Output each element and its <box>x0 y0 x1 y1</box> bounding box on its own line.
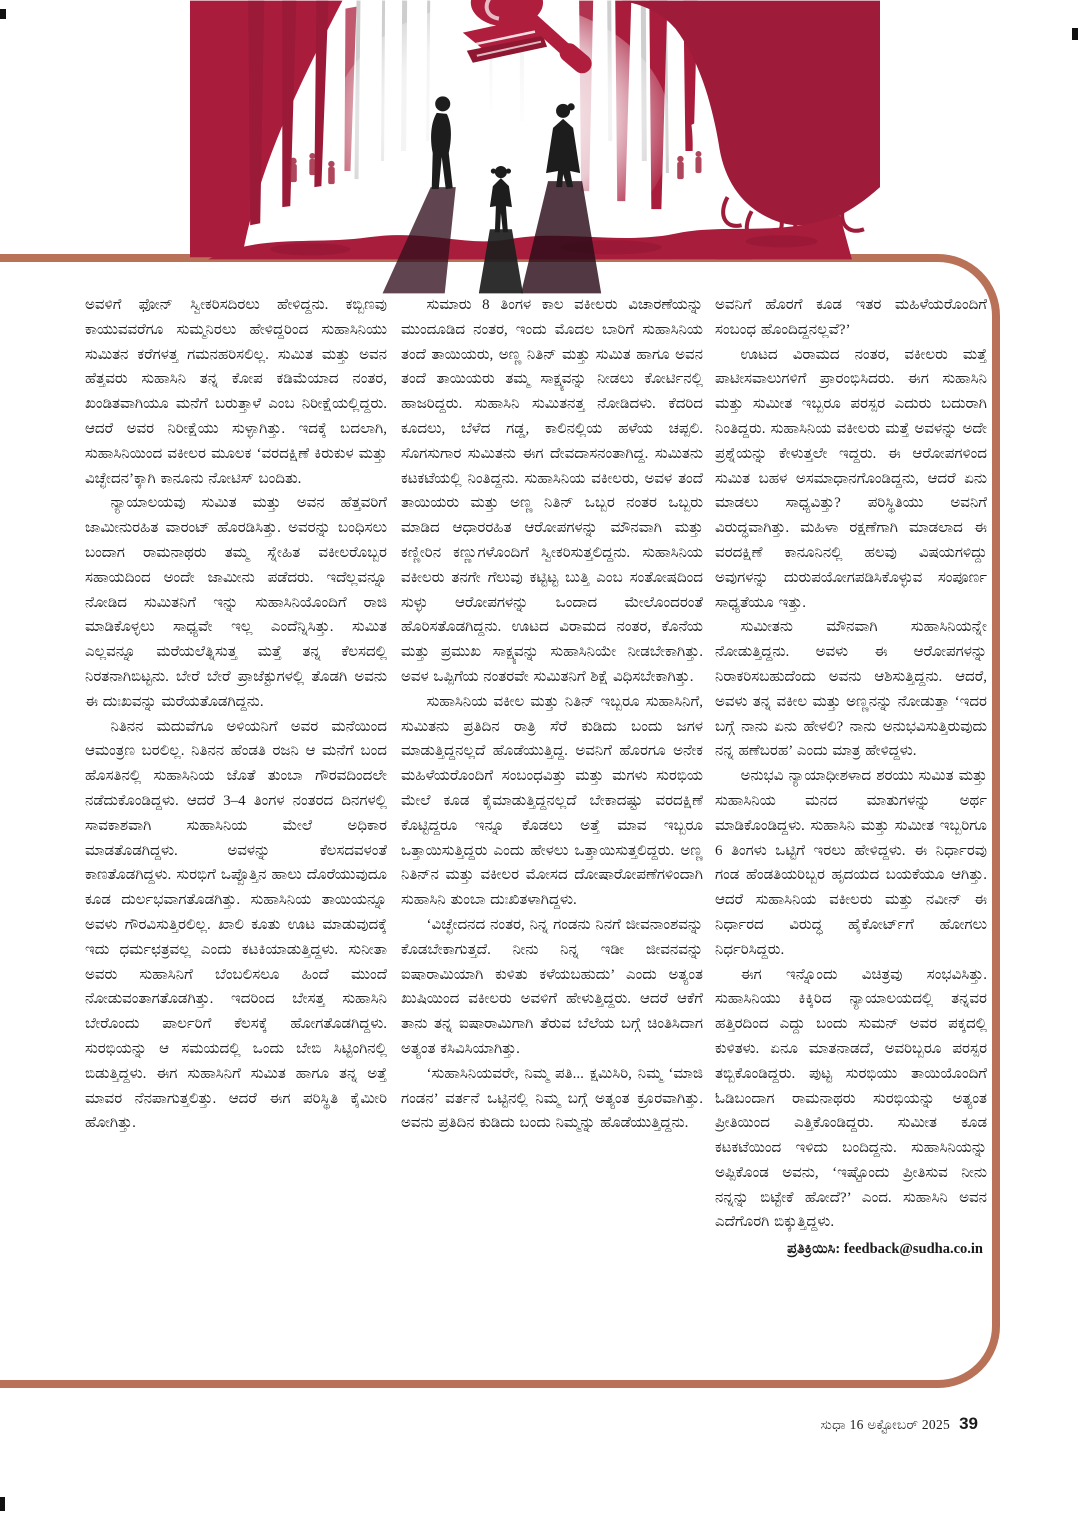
feedback-label: ಪ್ರತಿಕ್ರಿಯಿಸಿ: <box>787 1241 841 1258</box>
print-mark-bottom-left <box>0 1497 5 1511</box>
print-mark-top-left <box>0 9 6 19</box>
story-paragraph: ನಿತಿನನ ಮದುವೆಗೂ ಅಳಿಯನಿಗೆ ಅವರ ಮನೆಯಿಂದ ಆಮಂತ್ರಣ ಬರಲಿಲ್ಲ. ನಿತಿನನ ಹೆಂಡತಿ ರಜನಿ ಆ ಮನೆಗೆ ಬಂದ ಹೊಸತಿನಲ್ಲಿ ಸುಹಾಸಿನಿಯ ಜೊತೆ ತುಂಬಾ ಗೌರವದಿಂದಲೇ ನಡೆದುಕೊಂಡಿದ್ದಳು. ಆದರೆ 3–4 ತಿಂಗಳ ನಂತರದ ದಿನಗಳಲ್ಲಿ ಸಾವಕಾಶವಾಗಿ ಸುಹಾಸಿನಿಯ ಮೇಲೆ ಅಧಿಕಾರ ಮಾಡತೊಡಗಿದ್ದಳು. ಅವಳನ್ನು ಕೆಲಸದವಳಂತೆ ಕಾಣತೊಡಗಿದ್ದಳು. ಸುರಭಿಗೆ ಒಪ್ಪೊತ್ತಿನ ಹಾಲು ದೊರೆಯುವುದೂ ಕೂಡ ದುರ್ಲಭವಾಗತೊಡಗಿತ್ತು. ಸುಹಾಸಿನಿಯ ತಾಯಿಯನ್ನೂ ಅವಳು ಗೌರವಿಸುತ್ತಿರಲಿಲ್ಲ. ಖಾಲಿ ಕೂತು ಊಟ ಮಾಡುವುದಕ್ಕೆ ಇದು ಧರ್ಮಛತ್ರವಲ್ಲ ಎಂದು ಕಟಕಿಯಾಡುತ್ತಿದ್ದಳು. ಸುನೀತಾ ಅವರು ಸುಹಾಸಿನಿಗೆ ಬೆಂಬಲಿಸಲೂ ಹಿಂದೆ ಮುಂದೆ ನೋಡುವಂತಾಗತೊಡಗಿತ್ತು. ಇದರಿಂದ ಬೇಸತ್ತ ಸುಹಾಸಿನಿ ಬೇರೊಂದು ಪಾರ್ಲರಿಗೆ ಕೆಲಸಕ್ಕೆ ಹೋಗತೊಡಗಿದ್ದಳು. ಸುರಭಿಯನ್ನು ಆ ಸಮಯದಲ್ಲಿ ಒಂದು ಬೇಬಿ ಸಿಟ್ಟಿಂಗಿನಲ್ಲಿ ಬಿಡುತ್ತಿದ್ದಳು. ಈಗ ಸುಹಾಸಿನಿಗೆ ಸುಮಿತ ಹಾಗೂ ತನ್ನ ಅತ್ತೆ ಮಾವರ ನೆನಪಾಗುತ್ತಲಿತ್ತು. ಆದರೆ ಈಗ ಪರಿಸ್ಥಿತಿ ಕೈಮೀರಿ ಹೋಗಿತ್ತು. <box>85 718 387 1132</box>
story-paragraph: ಅನುಭವಿ ನ್ಯಾಯಾಧೀಶಳಾದ ಶರಯು ಸುಮಿತ ಮತ್ತು ಸುಹಾಸಿನಿಯ ಮನದ ಮಾತುಗಳನ್ನು ಅರ್ಥ ಮಾಡಿಕೊಂಡಿದ್ದಳು. ಸುಹಾಸಿನಿ ಮತ್ತು ಸುಮೀತ ಇಬ್ಬರಿಗೂ 6 ತಿಂಗಳು ಒಟ್ಟಿಗೆ ಇರಲು ಹೇಳಿದ್ದಳು. ಈ ನಿರ್ಧಾರವು ಗಂಡ ಹೆಂಡತಿಯರಿಬ್ಬರ ಹೃದಯದ ಬಯಕೆಯೂ ಆಗಿತ್ತು. ಆದರೆ ಸುಹಾಸಿನಿಯ ವಕೀಲರು ಮತ್ತು ನವೀನ್ ಈ ನಿರ್ಧಾರದ ವಿರುದ್ಧ ಹೈಕೋರ್ಟ್‌ಗೆ ಹೋಗಲು ನಿರ್ಧರಿಸಿದ್ದರು. <box>715 768 987 958</box>
story-paragraph: ಊಟದ ವಿರಾಮದ ನಂತರ, ವಕೀಲರು ಮತ್ತೆ ಪಾಟೀಸವಾಲುಗಳಿಗೆ ಪ್ರಾರಂಭಿಸಿದರು. ಈಗ ಸುಹಾಸಿನಿ ಮತ್ತು ಸುಮೀತ ಇಬ್ಬರೂ ಪರಸ್ಪರ ಎದುರು ಬದುರಾಗಿ ನಿಂತಿದ್ದರು. ಸುಹಾಸಿನಿಯ ವಕೀಲರು ಮತ್ತೆ ಅವಳನ್ನು ಅದೇ ಪ್ರಶ್ನೆಯನ್ನು ಕೇಳುತ್ತಲೇ ಇದ್ದರು. ಈ ಆರೋಪಗಳಿಂದ ಸುಮಿತ ಬಹಳ ಅಸಮಾಧಾನಗೊಂಡಿದ್ದನು, ಆದರೆ ಏನು ಮಾಡಲು ಸಾಧ್ಯವಿತ್ತು? ಪರಿಸ್ಥಿತಿಯು ಅವನಿಗೆ ವಿರುದ್ಧವಾಗಿತ್ತು. ಮಹಿಳಾ ರಕ್ಷಣೆಗಾಗಿ ಮಾಡಲಾದ ಈ ವರದಕ್ಷಿಣೆ ಕಾನೂನಿನಲ್ಲಿ ಹಲವು ವಿಷಯಗಳಿದ್ದು ಅವುಗಳನ್ನು ದುರುಪಯೋಗಪಡಿಸಿಕೊಳ್ಳುವ ಸಂಪೂರ್ಣ ಸಾಧ್ಯತೆಯೂ ಇತ್ತು. <box>715 346 987 611</box>
print-mark-top-right <box>1072 28 1078 40</box>
story-paragraph: ಸುಮೀತನು ಮೌನವಾಗಿ ಸುಹಾಸಿನಿಯನ್ನೇ ನೋಡುತ್ತಿದ್ದನು. ಅವಳು ಈ ಆರೋಪಗಳನ್ನು ನಿರಾಕರಿಸಬಹುದೆಂದು ಅವನು ಆಶಿಸುತ್ತಿದ್ದನು. ಆದರೆ, ಅವಳು ತನ್ನ ವಕೀಲ ಮತ್ತು ಅಣ್ಣನನ್ನು ನೋಡುತ್ತಾ ‘ಇದರ ಬಗ್ಗೆ ನಾನು ಏನು ಹೇಳಲಿ? ನಾನು ಅನುಭವಿಸುತ್ತಿರುವುದು ನನ್ನ ಹಣೆಬರಹ’ ಎಂದು ಮಾತ್ರ ಹೇಳಿದ್ದಳು. <box>715 619 987 760</box>
story-column-1 <box>85 293 387 1368</box>
story-paragraph: ಸುಹಾಸಿನಿಯ ವಕೀಲ ಮತ್ತು ನಿತಿನ್ ಇಬ್ಬರೂ ಸುಹಾಸಿನಿಗೆ, ಸುಮಿತನು ಪ್ರತಿದಿನ ರಾತ್ರಿ ಸೆರೆ ಕುಡಿದು ಬಂದು ಜಗಳ ಮಾಡುತ್ತಿದ್ದನಲ್ಲದೆ ಹೊಡೆಯುತ್ತಿದ್ದ. ಅವನಿಗೆ ಹೊರಗೂ ಅನೇಕ ಮಹಿಳೆಯರೊಂದಿಗೆ ಸಂಬಂಧವಿತ್ತು ಮತ್ತು ಮಗಳು ಸುರಭಿಯ ಮೇಲೆ ಕೂಡ ಕೈಮಾಡುತ್ತಿದ್ದನಲ್ಲದೆ ಬೇಕಾದಷ್ಟು ವರದಕ್ಷಿಣೆ ಕೊಟ್ಟಿದ್ದರೂ ಇನ್ನೂ ಕೊಡಲು ಅತ್ತೆ ಮಾವ ಇಬ್ಬರೂ ಒತ್ತಾಯಿಸುತ್ತಿದ್ದರು ಎಂದು ಹೇಳಲು ಒತ್ತಾಯಿಸುತ್ತಲಿದ್ದರು. ಅಣ್ಣ ನಿತಿನ್‌ನ ಮತ್ತು ವಕೀಲರ ಮೋಸದ ದೋಷಾರೋಪಣೆಗಳಿಂದಾಗಿ ಸುಹಾಸಿನಿ ತುಂಬಾ ದುಃಖಿತಳಾಗಿದ್ದಳು. <box>401 693 703 909</box>
story-column-3-paragraphs <box>715 293 987 1235</box>
story-paragraph: ನ್ಯಾಯಾಲಯವು ಸುಮಿತ ಮತ್ತು ಅವನ ಹೆತ್ತವರಿಗೆ ಜಾಮೀನುರಹಿತ ವಾರಂಟ್ ಹೊರಡಿಸಿತ್ತು. ಅವರನ್ನು ಬಂಧಿಸಲು ಬಂದಾಗ ರಾಮನಾಥರು ತಮ್ಮ ಸ್ನೇಹಿತ ವಕೀಲರೊಬ್ಬರ ಸಹಾಯದಿಂದ ಅಂದೇ ಜಾಮೀನು ಪಡೆದರು. ಇದೆಲ್ಲವನ್ನೂ ನೋಡಿದ ಸುಮಿತನಿಗೆ ಇನ್ನು ಸುಹಾಸಿನಿಯೊಂದಿಗೆ ರಾಜಿ ಮಾಡಿಕೊಳ್ಳಲು ಸಾಧ್ಯವೇ ಇಲ್ಲ ಎಂದೆನ್ನಿಸಿತ್ತು. ಸುಮಿತ ಎಲ್ಲವನ್ನೂ ಮರೆಯಲೆತ್ನಿಸುತ್ತ ಮತ್ತೆ ತನ್ನ ಕೆಲಸದಲ್ಲಿ ನಿರತನಾಗಿಬಿಟ್ಟನು. ಬೇರೆ ಬೇರೆ ಪ್ರಾಜೆಕ್ಟುಗಳಲ್ಲಿ ತೊಡಗಿ ಅವನು ಈ ದುಃಖವನ್ನು ಮರೆಯತೊಡಗಿದ್ದನು. <box>85 495 387 710</box>
story-paragraph: ಅವಳಿಗೆ ಫೋನ್ ಸ್ವೀಕರಿಸದಿರಲು ಹೇಳಿದ್ದನು. ಕಬ್ಬಿಣವು ಕಾಯುವವರೆಗೂ ಸುಮ್ಮನಿರಲು ಹೇಳಿದ್ದರಿಂದ ಸುಹಾಸಿನಿಯು ಸುಮಿತನ ಕರೆಗಳತ್ತ ಗಮನಹರಿಸಲಿಲ್ಲ. ಸುಮಿತ ಮತ್ತು ಅವನ ಹೆತ್ತವರು ಸುಹಾಸಿನಿ ತನ್ನ ಕೋಪ ಕಡಿಮೆಯಾದ ನಂತರ, ಖಂಡಿತವಾಗಿಯೂ ಮನೆಗೆ ಬರುತ್ತಾಳೆ ಎಂಬ ನಿರೀಕ್ಷೆಯಲ್ಲಿದ್ದರು. ಆದರೆ ಅವರ ನಿರೀಕ್ಷೆಯು ಸುಳ್ಳಾಗಿತ್ತು. ಇದಕ್ಕೆ ಬದಲಾಗಿ, ಸುಹಾಸಿನಿಯಿಂದ ವಕೀಲರ ಮೂಲಕ ‘ವರದಕ್ಷಿಣೆ ಕಿರುಕುಳ ಮತ್ತು ವಿಚ್ಛೇದನ’ಕ್ಕಾಗಿ ಕಾನೂನು ನೋಟಿಸ್ ಬಂದಿತು. <box>85 297 387 487</box>
story-paragraph: ಈಗ ಇನ್ನೊಂದು ವಿಚಿತ್ರವು ಸಂಭವಿಸಿತ್ತು. ಸುಹಾಸಿನಿಯು ಕಿಕ್ಕಿರಿದ ನ್ಯಾಯಾಲಯದಲ್ಲಿ ತನ್ನವರ ಹತ್ತಿರದಿಂದ ಎದ್ದು ಬಂದು ಸುಮನ್ ಅವರ ಪಕ್ಕದಲ್ಲಿ ಕುಳಿತಳು. ಏನೂ ಮಾತನಾಡದೆ, ಅವರಿಬ್ಬರೂ ಪರಸ್ಪರ ತಬ್ಬಿಕೊಂಡಿದ್ದರು. ಪುಟ್ಟ ಸುರಭಿಯು ತಾಯಿಯೊಂದಿಗೆ ಓಡಿಬಂದಾಗ ರಾಮನಾಥರು ಸುರಭಿಯನ್ನು ಅತ್ಯಂತ ಪ್ರೀತಿಯಿಂದ ಎತ್ತಿಕೊಂಡಿದ್ದರು. ಸುಮೀತ ಕೂಡ ಕಟಕಟೆಯಿಂದ ಇಳಿದು ಬಂದಿದ್ದನು. ಸುಹಾಸಿನಿಯನ್ನು ಅಪ್ಪಿಕೊಂಡ ಅವನು, ‘ಇಷ್ಟೊಂದು ಪ್ರೀತಿಸುವ ನೀನು ನನ್ನನ್ನು ಬಿಟ್ಟೇಕೆ ಹೋದೆ?’ ಎಂದ. ಸುಹಾಸಿನಿ ಅವನ ಎದೆಗೊರಗಿ ಬಿಕ್ಕುತ್ತಿದ್ದಳು. <box>715 966 987 1231</box>
page-number: 39 <box>959 1414 978 1433</box>
feedback-line <box>715 1237 987 1262</box>
story-paragraph: ಅವನಿಗೆ ಹೊರಗೆ ಕೂಡ ಇತರ ಮಹಿಳೆಯರೊಂದಿಗೆ ಸಂಬಂಧ ಹೊಂದಿದ್ದನಲ್ಲವೆ?’ <box>715 297 987 338</box>
story-hero-illustration <box>190 0 880 300</box>
story-paragraph: ‘ಸುಹಾಸಿನಿಯವರೇ, ನಿಮ್ಮ ಪತಿ... ಕ್ಷಮಿಸಿರಿ, ನಿಮ್ಮ ‘ಮಾಜಿ ಗಂಡನ’ ವರ್ತನೆ ಒಟ್ಟಿನಲ್ಲಿ ನಿಮ್ಮ ಬಗ್ಗೆ ಅತ್ಯಂತ ಕ್ರೂರವಾಗಿತ್ತು. ಅವನು ಪ್ರತಿದಿನ ಕುಡಿದು ಬಂದು ನಿಮ್ಮನ್ನು ಹೊಡೆಯುತ್ತಿದ್ದನು. <box>401 1065 703 1132</box>
story-column-3 <box>715 293 987 1368</box>
feedback-email: feedback@sudha.co.in <box>843 1241 983 1258</box>
page-footer <box>820 1414 978 1434</box>
issue-date: ಸುಧಾ 16 ಅಕ್ಟೋಬರ್ 2025 <box>820 1417 951 1432</box>
story-paragraph: ‘ವಿಚ್ಛೇದನದ ನಂತರ, ನಿನ್ನ ಗಂಡನು ನಿನಗೆ ಜೀವನಾಂಶವನ್ನು ಕೊಡಬೇಕಾಗುತ್ತದೆ. ನೀನು ನಿನ್ನ ಇಡೀ ಜೀವನವನ್ನು ಐಷಾರಾಮಿಯಾಗಿ ಕುಳಿತು ಕಳೆಯಬಹುದು’ ಎಂದು ಅತ್ಯಂತ ಖುಷಿಯಿಂದ ವಕೀಲರು ಅವಳಿಗೆ ಹೇಳುತ್ತಿದ್ದರು. ಆದರೆ ಆಕೆಗೆ ತಾನು ತನ್ನ ಐಷಾರಾಮಿಗಾಗಿ ತೆರುವ ಬೆಲೆಯ ಬಗ್ಗೆ ಚಿಂತಿಸಿದಾಗ ಅತ್ಯಂತ ಕಸಿವಿಸಿಯಾಗಿತ್ತು. <box>401 916 703 1057</box>
story-text-area <box>85 293 987 1368</box>
story-paragraph: ಸುಮಾರು 8 ತಿಂಗಳ ಕಾಲ ವಕೀಲರು ವಿಚಾರಣೆಯನ್ನು ಮುಂದೂಡಿದ ನಂತರ, ಇಂದು ಮೊದಲ ಬಾರಿಗೆ ಸುಹಾಸಿನಿಯ ತಂದೆ ತಾಯಿಯರು, ಅಣ್ಣ ನಿತಿನ್ ಮತ್ತು ಸುಮಿತ ಹಾಗೂ ಅವನ ತಂದೆ ತಾಯಿಯರು ತಮ್ಮ ಸಾಕ್ಷ್ಯವನ್ನು ನೀಡಲು ಕೋರ್ಟಿನಲ್ಲಿ ಹಾಜರಿದ್ದರು. ಸುಹಾಸಿನಿ ಸುಮಿತನತ್ತ ನೋಡಿದಳು. ಕೆದರಿದ ಕೂದಲು, ಬೆಳೆದ ಗಡ್ಡ, ಕಾಲಿನಲ್ಲಿಯ ಹಳೆಯ ಚಪ್ಪಲಿ. ಸೊಗಸುಗಾರ ಸುಮಿತನು ಈಗ ದೇವದಾಸನಂತಾಗಿದ್ದ. ಸುಮಿತನು ಕಟಕಟೆಯಲ್ಲಿ ನಿಂತಿದ್ದನು. ಸುಹಾಸಿನಿಯ ವಕೀಲರು, ಅವಳ ತಂದೆ ತಾಯಿಯರು ಮತ್ತು ಅಣ್ಣ ನಿತಿನ್ ಒಬ್ಬರ ನಂತರ ಒಬ್ಬರು ಮಾಡಿದ ಆಧಾರರಹಿತ ಆರೋಪಗಳನ್ನು ಮೌನವಾಗಿ ಮತ್ತು ಕಣ್ಣೀರಿನ ಕಣ್ಣುಗಳೊಂದಿಗೆ ಸ್ವೀಕರಿಸುತ್ತಲಿದ್ದನು. ಸುಹಾಸಿನಿಯ ವಕೀಲರು ತನಗೇ ಗೆಲುವು ಕಟ್ಟಿಟ್ಟ ಬುತ್ತಿ ಎಂಬ ಸಂತೋಷದಿಂದ ಸುಳ್ಳು ಆರೋಪಗಳನ್ನು ಒಂದಾದ ಮೇಲೊಂದರಂತೆ ಹೊರಿಸತೊಡಗಿದ್ದನು. ಊಟದ ವಿರಾಮದ ನಂತರ, ಕೊನೆಯ ಮತ್ತು ಪ್ರಮುಖ ಸಾಕ್ಷ್ಯವನ್ನು ಸುಹಾಸಿನಿಯೇ ನೀಡಬೇಕಾಗಿತ್ತು. ಅವಳ ಒಪ್ಪಿಗೆಯ ನಂತರವೇ ಸುಮಿತನಿಗೆ ಶಿಕ್ಷೆ ವಿಧಿಸಬೇಕಾಗಿತ್ತು. <box>401 297 703 685</box>
story-column-2 <box>401 293 703 1368</box>
